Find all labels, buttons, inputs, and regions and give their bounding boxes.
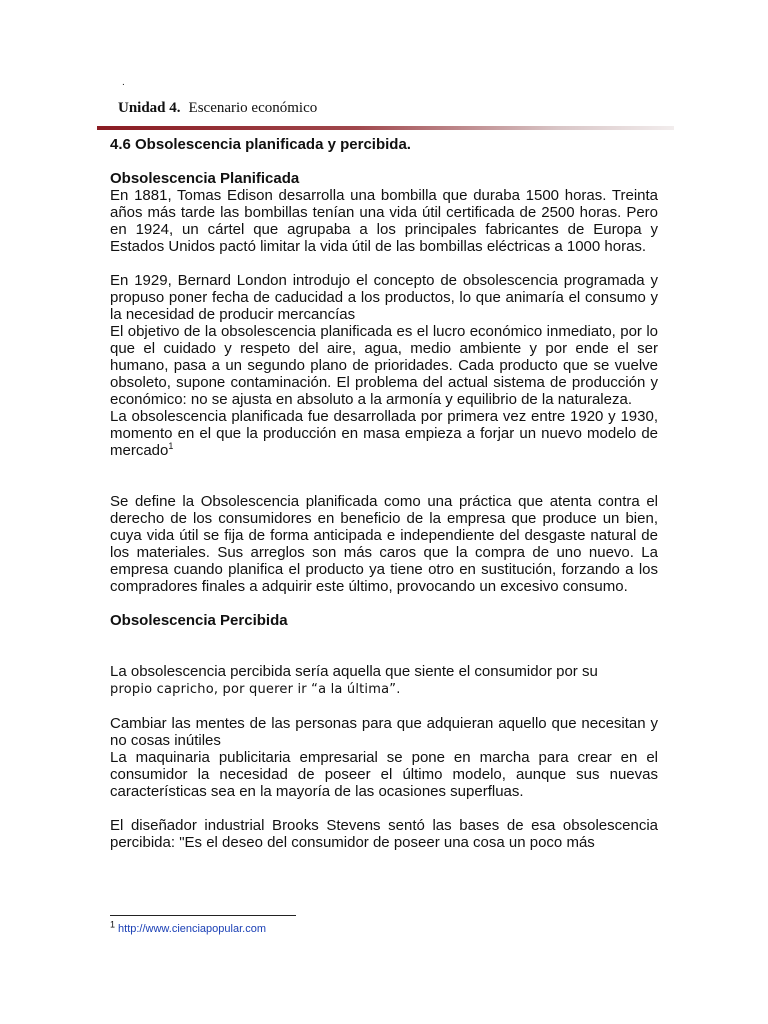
planned-paragraph-3: El objetivo de la obsolescencia planificada es el lucro económico inmediato, por lo que el cuidado y respeto del aire, agua, medio ambiente y por ende el ser humano, pasa a un segundo plano de prioridades. Cada producto que se vuelve obsoleto, supone contaminación. El problema del actual sistema de producción y económico: no se ajusta en absoluto a la armonía y equilibrio de la naturaleza. (110, 323, 658, 408)
perceived-paragraph-2: Cambiar las mentes de las personas para que adquieran aquello que necesitan y no cosas inútiles (110, 715, 658, 749)
page-header (118, 99, 317, 117)
planned-paragraph-2: En 1929, Bernard London introdujo el concepto de obsolescencia programada y propuso poner fecha de caducidad a los productos, lo que animaría el consumo y la necesidad de producir mercancías (110, 272, 658, 323)
document-body (110, 136, 658, 851)
unit-label: Unidad 4. (118, 100, 181, 116)
footnote-link[interactable]: http://www.cienciapopular.com (118, 923, 266, 935)
perceived-paragraph-1-a: La obsolescencia percibida sería aquella que siente el consumidor por su (110, 663, 598, 680)
perceived-paragraph-1-b: propio capricho, por querer ir “a la última”. (110, 682, 401, 697)
header-rule (97, 126, 674, 130)
planned-paragraph-4-text: La obsolescencia planificada fue desarrollada por primera vez entre 1920 y 1930, momento en el que la producción en masa empieza a forjar un nuevo modelo de mercado (110, 408, 658, 459)
footnote-number: 1 (110, 919, 116, 930)
unit-title: Escenario económico (188, 100, 318, 116)
planned-paragraph-5: Se define la Obsolescencia planificada como una práctica que atenta contra el derecho de los consumidores en beneficio de la empresa que produce un bien, cuya vida útil se fija de forma anticipada e independiente del desgaste natural de los materiales. Sus arreglos son más caros que la compra de uno nuevo. La empresa cuando planifica el producto ya tiene otro en sustitución, forzando a los compradores finales a adquirir este último, provocando un excesivo consumo. (110, 493, 658, 595)
header-dot: . (122, 77, 125, 88)
planned-paragraph-1: En 1881, Tomas Edison desarrolla una bombilla que duraba 1500 horas. Treinta años más tarde las bombillas tenían una vida útil certificada de 2500 horas. Pero en 1924, un cártel que agrupaba a los principales fabricantes de Europa y Estados Unidos pactó limitar la vida útil de las bombillas eléctricas a 1000 horas. (110, 187, 658, 255)
planned-heading: Obsolescencia Planificada (110, 170, 300, 187)
footnote (110, 919, 266, 936)
perceived-paragraph-1 (110, 663, 658, 698)
planned-paragraph-4 (110, 408, 658, 459)
perceived-heading: Obsolescencia Percibida (110, 612, 288, 629)
perceived-paragraph-3: La maquinaria publicitaria empresarial se pone en marcha para crear en el consumidor la necesidad de poseer el último modelo, aunque sus nuevas características sea en la mayoría de las ocasiones superfluas. (110, 749, 658, 800)
perceived-paragraph-4: El diseñador industrial Brooks Stevens sentó las bases de esa obsolescencia percibida: "Es el deseo del consumidor de poseer una cosa un poco más (110, 817, 658, 851)
section-title: 4.6 Obsolescencia planificada y percibida. (110, 136, 411, 153)
footnote-rule (110, 915, 296, 916)
footnote-ref[interactable]: 1 (168, 441, 174, 451)
